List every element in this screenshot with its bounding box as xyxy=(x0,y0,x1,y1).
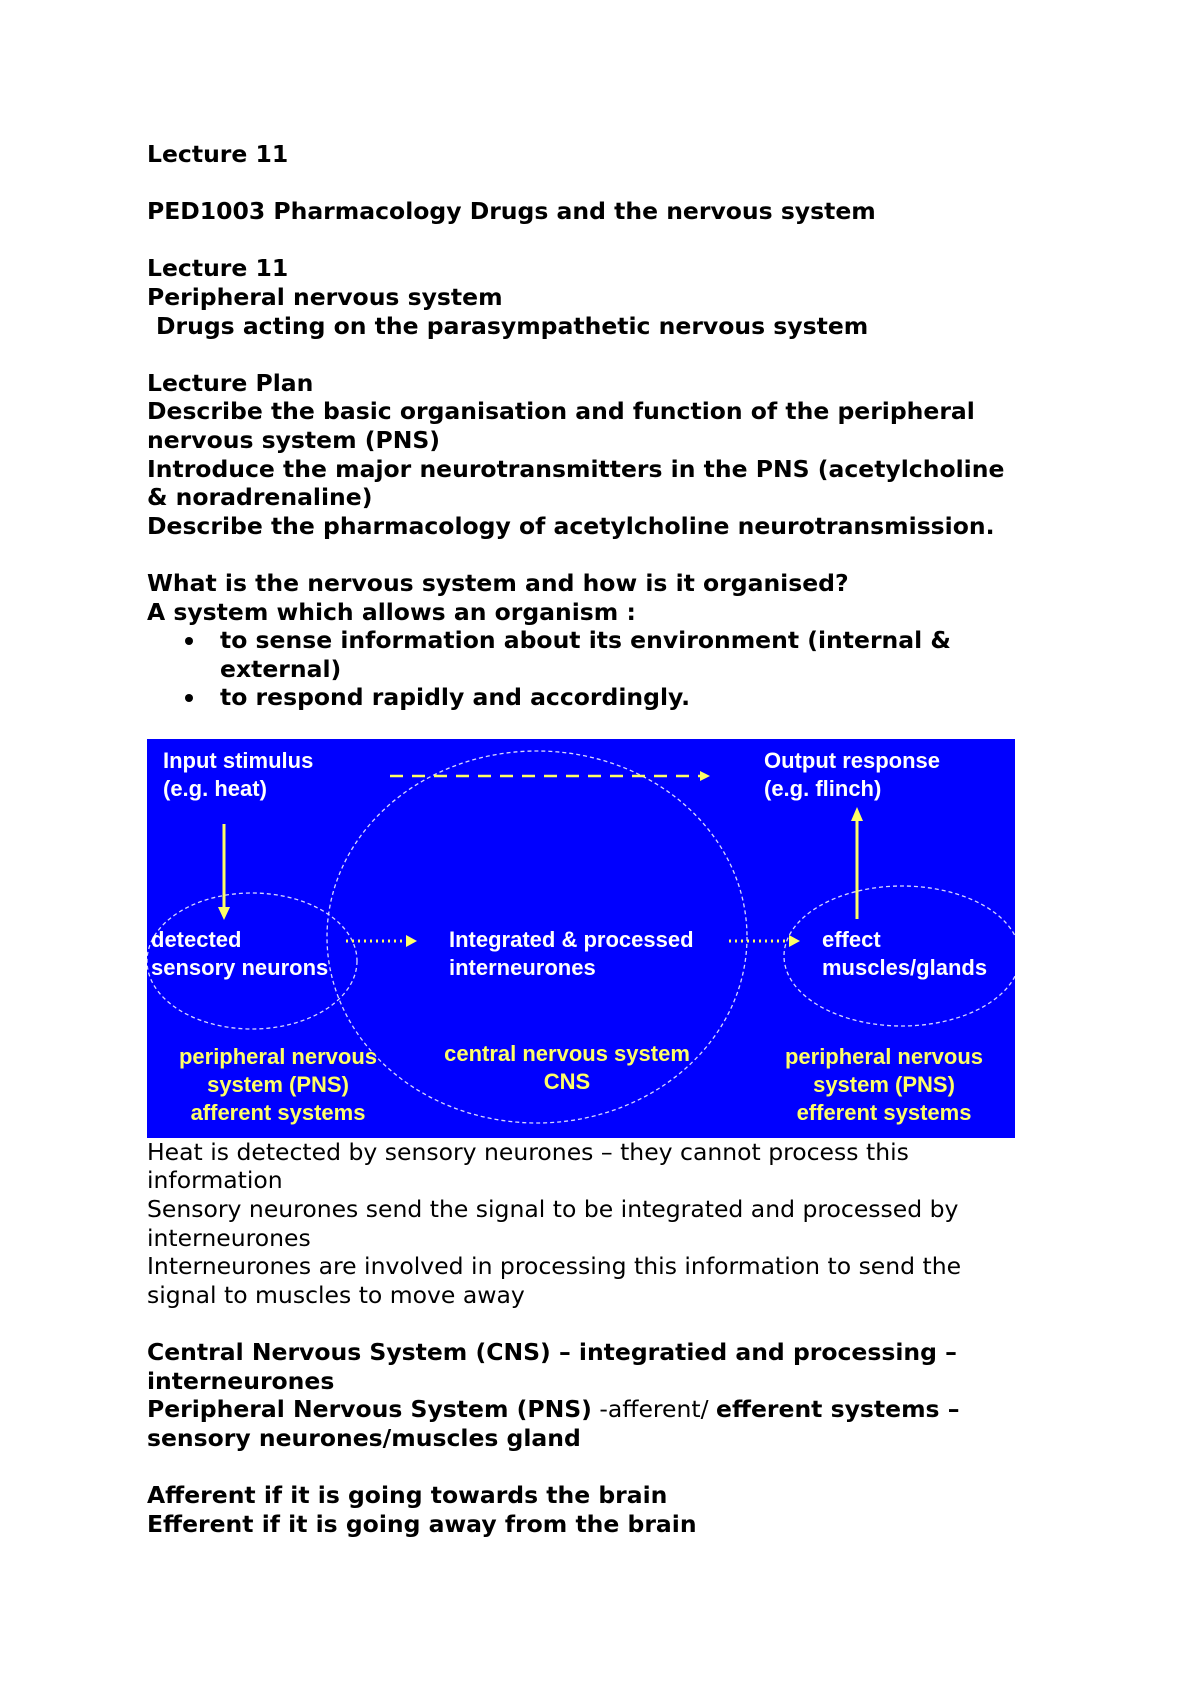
bullet-text: to sense information about its environment (internal & xyxy=(220,626,951,655)
course-title: PED1003 Pharmacology Drugs and the nervous system xyxy=(147,197,876,226)
pns-efferent-line: peripheral nervous xyxy=(784,1043,984,1069)
plan-heading: Lecture Plan xyxy=(147,368,314,397)
bullet-text: to respond rapidly and accordingly. xyxy=(220,683,691,712)
bullet-list xyxy=(147,626,1057,712)
cns-to-effect-arrow-head-icon xyxy=(789,935,800,947)
output-up-arrow-head-icon xyxy=(851,807,863,821)
system-intro: A system which allows an organism : xyxy=(147,597,636,626)
pns-definition-cont: sensory neurones/muscles gland xyxy=(147,1423,581,1452)
plan-line: Describe the basic organisation and function of the peripheral xyxy=(147,397,975,426)
subtopic-heading: Drugs acting on the parasympathetic nervous system xyxy=(156,311,869,340)
pns-definition-bold-end: efferent systems – xyxy=(716,1395,960,1424)
pns-afferent-label xyxy=(147,1043,409,1127)
top-arrow-head-icon xyxy=(700,771,710,781)
document-page xyxy=(147,140,1057,1538)
pns-afferent-line: peripheral nervous xyxy=(178,1043,378,1069)
pns-definition-bold: Peripheral Nervous System (PNS) xyxy=(147,1395,592,1424)
output-response-label xyxy=(764,747,940,803)
input-stimulus-example: (e.g. heat) xyxy=(163,775,267,801)
effect-label xyxy=(822,926,987,982)
explanation-line: information xyxy=(147,1166,283,1195)
afferent-definition: Afferent if it is going towards the brain xyxy=(147,1481,668,1509)
explanation-line: Interneurones are involved in processing this information to send the xyxy=(147,1252,962,1281)
explanation-line: signal to muscles to move away xyxy=(147,1280,525,1309)
input-down-arrow-head-icon xyxy=(218,907,230,920)
bullet-item-continuation xyxy=(147,655,1057,684)
sensory-neurons-line: sensory neurons xyxy=(151,954,329,980)
cns-line: central nervous system xyxy=(444,1040,690,1066)
bullet-item xyxy=(147,626,1057,655)
lecture-subtitle: Lecture 11 xyxy=(147,254,289,283)
explanation-line: Heat is detected by sensory neurones – they cannot process this xyxy=(147,1137,909,1166)
efferent-definition: Efferent if it is going away from the brain xyxy=(147,1509,697,1538)
pns-afferent-line: system (PNS) xyxy=(207,1071,349,1097)
input-stimulus-label xyxy=(163,747,313,803)
topic-heading: Peripheral nervous system xyxy=(147,282,503,311)
lecture-title: Lecture 11 xyxy=(147,140,289,168)
output-response-example: (e.g. flinch) xyxy=(764,775,882,801)
cns-definition: Central Nervous System (CNS) – integratied and processing – xyxy=(147,1338,957,1367)
plan-line: Introduce the major neurotransmitters in the PNS (acetylcholine xyxy=(147,454,1005,483)
plan-line: & noradrenaline) xyxy=(147,483,373,512)
plan-line: nervous system (PNS) xyxy=(147,425,441,454)
bullet-icon xyxy=(185,637,193,645)
plan-line: Describe the pharmacology of acetylcholine neurotransmission. xyxy=(147,511,995,540)
muscles-glands-line: muscles/glands xyxy=(822,954,988,980)
integrated-processed-label xyxy=(449,926,694,982)
explanation-line: Sensory neurones send the signal to be integrated and processed by xyxy=(147,1195,959,1224)
input-stimulus-line: Input stimulus xyxy=(163,747,314,773)
section-question: What is the nervous system and how is it organised? xyxy=(147,568,849,597)
pns-definition-normal: -afferent/ xyxy=(591,1395,717,1424)
explanation-line: interneurones xyxy=(147,1223,311,1252)
nervous-system-diagram xyxy=(147,739,1015,1138)
sensory-to-cns-arrow-head-icon xyxy=(406,935,417,947)
integrated-line: Integrated & processed xyxy=(449,926,694,952)
output-response-line: Output response xyxy=(764,747,941,773)
bullet-icon xyxy=(185,694,193,702)
pns-efferent-line: system (PNS) xyxy=(813,1071,955,1097)
cns-abbrev: CNS xyxy=(543,1068,591,1094)
pns-definition xyxy=(147,1395,1057,1424)
bullet-text: external) xyxy=(220,654,342,683)
effect-line: effect xyxy=(822,926,881,952)
detected-line: detected xyxy=(151,926,242,952)
cns-label xyxy=(407,1040,727,1096)
bullet-item xyxy=(147,683,1057,712)
interneurones-line: interneurones xyxy=(449,954,596,980)
pns-efferent-line: efferent systems xyxy=(796,1099,972,1125)
detected-sensory-label xyxy=(151,926,328,982)
cns-definition-cont: interneurones xyxy=(147,1366,335,1395)
pns-afferent-line: afferent systems xyxy=(190,1099,366,1125)
pns-efferent-label xyxy=(753,1043,1015,1127)
